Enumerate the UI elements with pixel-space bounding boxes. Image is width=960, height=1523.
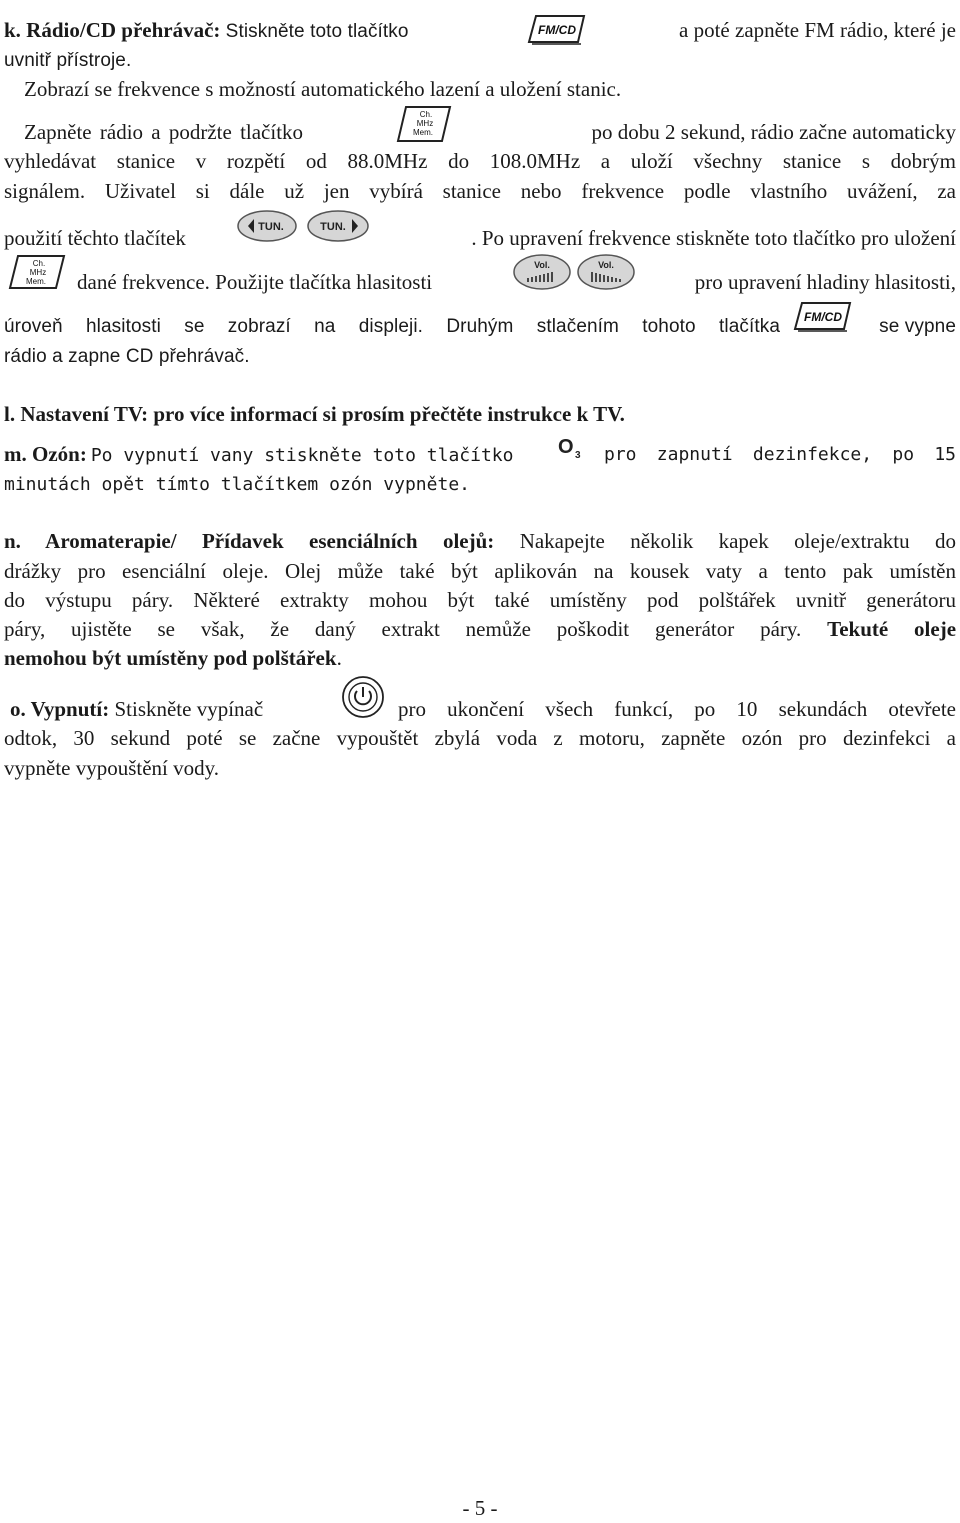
svg-text:Ch.: Ch.: [419, 110, 433, 119]
svg-text:Mem.: Mem.: [413, 128, 433, 137]
svg-text:FM/CD: FM/CD: [804, 310, 842, 324]
section-k-text: se vypne: [879, 316, 956, 337]
section-n-line1: [4, 527, 956, 556]
section-k-text: Zapněte rádio a podržte tlačítko: [24, 120, 304, 144]
volume-down-icon: [512, 252, 572, 297]
section-k-text: signálem. Uživatel si dále už jen vybírá stanice nebo frekvence podle vlastního uvážení, za: [4, 179, 956, 203]
section-k-text: Zobrazí se frekvence s možností automatického lazení a uložení stanic.: [24, 77, 622, 101]
tune-down-icon: [236, 208, 298, 249]
section-m-text: Po vypnutí vany stiskněte toto tlačítko: [90, 445, 514, 466]
section-l-heading: l. Nastavení TV: pro více informací si prosím přečtěte instrukce k TV.: [4, 402, 625, 426]
section-o-text: pro ukončení všech funkcí, po 10 sekundách otevřete: [398, 697, 956, 721]
section-n-line4: [4, 615, 956, 644]
ch-mhz-mem-icon: [6, 252, 68, 297]
svg-text:MHz: MHz: [416, 119, 434, 128]
section-k-text: Stiskněte toto tlačítko: [225, 21, 409, 42]
section-k-text: rádio a zapne CD přehrávač.: [4, 346, 250, 367]
section-n-warning: Tekuté oleje: [827, 617, 957, 641]
section-n-warning: nemohou být umístěny pod polštářek: [4, 646, 337, 670]
section-k-text: dané frekvence. Použijte tlačítka hlasitosti: [77, 270, 433, 294]
volume-up-icon: [576, 252, 636, 297]
svg-text:Vol.: Vol.: [534, 260, 550, 270]
ozone-icon: [556, 432, 586, 467]
section-o-heading: o. Vypnutí:: [10, 697, 110, 721]
section-k-text: . Po upravení frekvence stiskněte toto tlačítko pro uložení: [471, 226, 956, 250]
power-icon: [340, 674, 386, 725]
section-o-text: odtok, 30 sekund poté se začne vypouštět zbylá voda z motoru, zapněte ozón pro dezinfekci a: [4, 726, 956, 750]
section-n-text: Nakapejte několik kapek oleje/extraktu do: [519, 529, 957, 553]
section-k-text: po dobu 2 sekund, rádio začne automaticky: [591, 120, 956, 144]
ch-mhz-mem-icon: [394, 103, 454, 150]
section-n-line5: nemohou být umístěny pod polštářek.: [4, 646, 342, 670]
svg-text:Vol.: Vol.: [598, 260, 614, 270]
section-n-text: do výstupu páry. Některé extrakty mohou být také umístěny pod polštářek uvnitř generátoru: [4, 588, 956, 612]
section-n-text: páry, ujistěte se však, že daný extrakt nemůže poškodit generátor páry.: [4, 617, 802, 641]
section-m-line1: [4, 440, 513, 471]
svg-text:MHz: MHz: [29, 268, 47, 277]
svg-text:FM/CD: FM/CD: [538, 23, 576, 37]
section-k-text: použití těchto tlačítek: [4, 226, 186, 250]
section-m-heading: m. Ozón:: [4, 442, 87, 466]
section-k-line1: [4, 16, 409, 46]
svg-text:3: 3: [575, 450, 581, 461]
svg-text:Mem.: Mem.: [26, 277, 46, 286]
section-m-text: pro zapnutí dezinfekce, po 15: [604, 444, 956, 465]
fmcd-icon: [792, 298, 854, 339]
section-o-line1: [10, 695, 263, 724]
section-k-heading: k. Rádio/CD přehrávač:: [4, 18, 221, 42]
section-k-text: vyhledávat stanice v rozpětí od 88.0MHz do 108.0MHz a uloží všechny stanice s dobrým: [4, 149, 956, 173]
section-o-text: Stiskněte vypínač: [114, 697, 264, 721]
section-k-text: uvnitř přístroje.: [4, 50, 132, 71]
section-k-text: úroveň hlasitosti se zobrazí na displeji. Druhým stlačením tohoto tlačítka: [4, 316, 780, 337]
section-k-text: a poté zapněte FM rádio, které je: [679, 18, 956, 42]
section-m-text: minutách opět tímto tlačítkem ozón vypněte.: [4, 474, 470, 495]
svg-text:Ch.: Ch.: [32, 259, 46, 268]
tune-up-icon: [306, 208, 370, 249]
page-number: - 5 -: [462, 1496, 498, 1520]
section-k-text: pro upravení hladiny hlasitosti,: [694, 270, 956, 294]
section-o-text: vypněte vypouštění vody.: [4, 756, 220, 780]
svg-text:O: O: [558, 436, 574, 458]
section-n-text: drážky pro esenciální oleje. Olej může také být aplikován na kousek vaty a tento pak umístěn: [4, 559, 956, 583]
section-n-heading: n. Aromaterapie/ Přídavek esenciálních olejů:: [4, 529, 495, 553]
svg-text:TUN.: TUN.: [320, 221, 346, 233]
svg-text:TUN.: TUN.: [258, 221, 284, 233]
